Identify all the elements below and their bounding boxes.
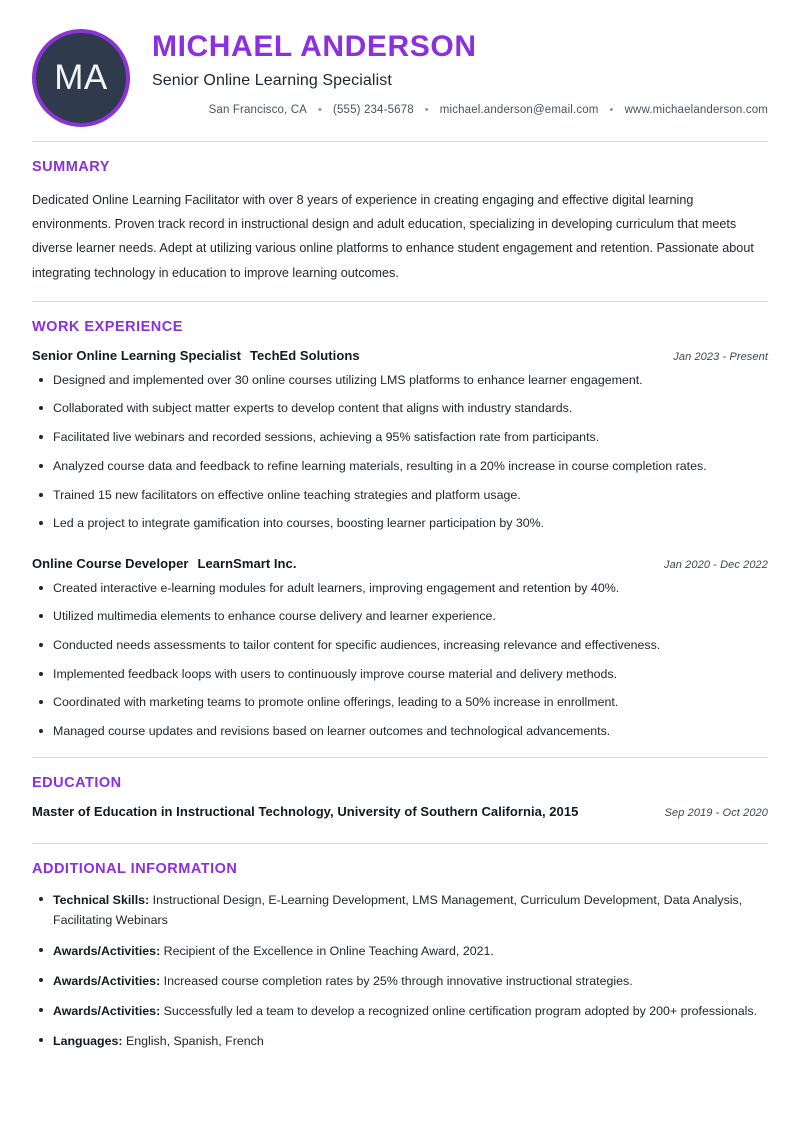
work-entry-bullets	[32, 371, 768, 534]
page-title: MICHAEL ANDERSON	[152, 30, 477, 63]
list-item	[32, 1031, 768, 1051]
info-value: Increased course completion rates by 25% through innovative instructional strategies.	[163, 973, 633, 988]
info-label: Languages:	[53, 1033, 123, 1048]
list-item: Implemented feedback loops with users to continuously improve course material and delivery methods.	[32, 665, 768, 684]
contact-separator-icon: •	[318, 103, 323, 116]
contact-website[interactable]: www.michaelanderson.com	[624, 103, 768, 116]
list-item: Utilized multimedia elements to enhance course delivery and learner experience.	[32, 607, 768, 626]
education-entry-header	[32, 804, 768, 819]
contact-separator-icon: •	[609, 103, 614, 116]
contact-location: San Francisco, CA	[208, 103, 307, 116]
header-text-block	[134, 26, 768, 116]
avatar-container	[32, 26, 134, 127]
work-entry-company: TechEd Solutions	[249, 347, 360, 363]
work-entry-title-line	[32, 348, 360, 363]
list-item: Managed course updates and revisions based on learner outcomes and technological advancements.	[32, 722, 768, 741]
education-degree: Master of Education in Instructional Technology, University of Southern California, 2015	[32, 804, 579, 820]
list-item: Collaborated with subject matter experts to develop content that aligns with industry standards.	[32, 399, 768, 418]
info-value: Instructional Design, E-Learning Development, LMS Management, Curriculum Development, Data Analysis, Facilitating Webinars	[53, 893, 743, 928]
work-entry-bullets	[32, 579, 768, 742]
section-title-education: EDUCATION	[32, 775, 122, 792]
list-item	[32, 1001, 768, 1021]
work-entry-company: LearnSmart Inc.	[197, 555, 297, 571]
work-entry-header	[32, 348, 768, 363]
list-item: Created interactive e-learning modules for adult learners, improving engagement and retention by 40%.	[32, 579, 768, 598]
list-item: Analyzed course data and feedback to refine learning materials, resulting in a 20% increase in course completion rates.	[32, 457, 768, 476]
resume-header	[32, 26, 768, 141]
list-item	[32, 971, 768, 991]
section-work-experience	[32, 302, 768, 758]
info-value: English, Spanish, French	[126, 1033, 264, 1048]
work-entry	[32, 556, 768, 742]
work-entry-date: Jan 2023 - Present	[673, 350, 768, 363]
work-entry-title-line	[32, 556, 297, 571]
info-label: Awards/Activities:	[53, 1003, 161, 1018]
work-entry-date: Jan 2020 - Dec 2022	[663, 558, 768, 571]
list-item: Coordinated with marketing teams to promote online offerings, leading to a 50% increase in enrollment.	[32, 693, 768, 712]
work-entry-header	[32, 556, 768, 571]
contact-separator-icon: •	[424, 103, 429, 116]
contact-phone[interactable]: (555) 234-5678	[333, 103, 414, 116]
summary-text: Dedicated Online Learning Facilitator with over 8 years of experience in creating engaging and effective digital learning environments. Proven track record in instructional design and adult education, specializing in developing curriculum that meets diverse learner needs. Adept at utilizing various online platforms to enhance student engagement and retention. Passionate about integrating technology in education to improve learning outcomes.	[32, 193, 754, 280]
list-item: Conducted needs assessments to tailor content for specific audiences, increasing relevance and effectiveness.	[32, 636, 768, 655]
info-value: Successfully led a team to develop a recognized online certification program adopted by 200+ professionals.	[163, 1003, 758, 1018]
info-label: Technical Skills:	[53, 893, 150, 908]
professional-title: Senior Online Learning Specialist	[152, 71, 392, 89]
contact-email[interactable]: michael.anderson@email.com	[439, 103, 599, 116]
additional-information-body	[32, 890, 768, 1067]
contact-info-line	[152, 104, 768, 116]
additional-information-list	[32, 890, 768, 1051]
section-title-additional-information: ADDITIONAL INFORMATION	[32, 861, 238, 878]
education-date: Sep 2019 - Oct 2020	[664, 807, 768, 820]
work-experience-body	[32, 348, 768, 758]
avatar-initials: MA	[54, 58, 108, 97]
summary-body	[32, 188, 768, 301]
section-summary	[32, 142, 768, 301]
list-item: Designed and implemented over 30 online courses utilizing LMS platforms to enhance learner engagement.	[32, 371, 768, 390]
list-item: Facilitated live webinars and recorded sessions, achieving a 95% satisfaction rate from participants.	[32, 428, 768, 447]
section-title-work-experience: WORK EXPERIENCE	[32, 318, 183, 335]
section-title-summary: SUMMARY	[32, 159, 110, 175]
avatar	[32, 29, 130, 127]
list-item: Led a project to integrate gamification into courses, boosting learner participation by 30%.	[32, 514, 768, 533]
work-entry-role: Online Course Developer	[32, 555, 189, 571]
work-entry	[32, 348, 768, 534]
section-additional-information	[32, 844, 768, 1067]
work-entry-role: Senior Online Learning Specialist	[32, 347, 241, 363]
list-item	[32, 890, 768, 930]
info-label: Awards/Activities:	[53, 943, 161, 958]
section-education	[32, 758, 768, 843]
list-item	[32, 941, 768, 961]
list-item: Trained 15 new facilitators on effective online teaching strategies and platform usage.	[32, 486, 768, 505]
education-body	[32, 804, 768, 843]
entry-spacer	[32, 540, 768, 556]
info-value: Recipient of the Excellence in Online Teaching Award, 2021.	[163, 943, 494, 958]
education-entry	[32, 804, 768, 819]
info-label: Awards/Activities:	[53, 973, 161, 988]
